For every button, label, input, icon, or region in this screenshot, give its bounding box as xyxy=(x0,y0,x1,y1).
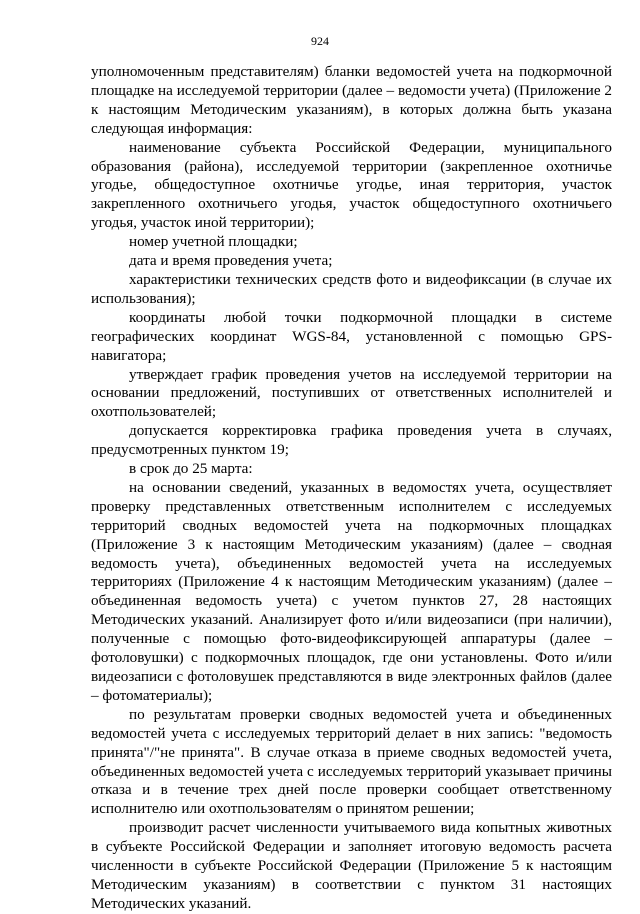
paragraph: номер учетной площадки; xyxy=(129,233,298,251)
paragraph: допускается корректировка графика проведения учета в случаях, предусмотренных пунктом 19; xyxy=(91,422,612,459)
paragraph: координаты любой точки подкормочной площадки в системе географических координат WGS-84, установленной с помощью GPS-навигатора; xyxy=(91,308,612,364)
paragraph: наименование субъекта Российской Федерации, муниципального образования (района), исследуемой территории (закрепленное охотничье угодье, общедоступное охотничье угодье, иная территория, участок закрепленного охотничьего угодья, участок общедоступного охотничьего угодья, участок иной территории); xyxy=(91,138,612,232)
page-number: 924 xyxy=(311,34,329,48)
paragraph: в срок до 25 марта: xyxy=(129,460,253,478)
paragraph: уполномоченным представителям) бланки ведомостей учета на подкормочной площадке на исследуемой территории (далее – ведомости учета) (Приложение 2 к настоящим Методическим указаниям), в которых должна быть указана следующая информация: xyxy=(91,63,612,137)
paragraph: дата и время проведения учета; xyxy=(129,252,333,270)
document-body xyxy=(91,63,612,914)
paragraph: характеристики технических средств фото и видеофиксации (в случае их использования); xyxy=(91,270,612,307)
paragraph: производит расчет численности учитываемого вида копытных животных в субъекте Российской Федерации и заполняет итоговую ведомость расчета численности в субъекте Российской Федерации (Приложение 5 к настоящим Методическим указаниям) в соответствии с пунктом 31 настоящих Методических указаний. xyxy=(91,819,612,912)
paragraph: утверждает график проведения учетов на исследуемой территории на основании предложений, поступивших от ответственных исполнителей и охотпользователей; xyxy=(91,365,612,421)
paragraph: на основании сведений, указанных в ведомостях учета, осуществляет проверку представленных ответственным исполнителем с исследуемых территорий сводных ведомостей учета на подкормочных площадках (Приложение 3 к настоящим Методическим указаниям) (далее – сводная ведомость учета), объединенных ведомостей учета на исследуемых территориях (Приложение 4 к настоящим Методическим указаниям) (далее – объединенная ведомость учета) с учетом пунктов 27, 28 настоящих Методических указаний. Анализирует фото и/или видеозаписи (при наличии), полученные с помощью фото-видеофиксирующей аппаратуры (далее – фотоловушки) с подкормочных площадок, где они установлены. Фото и/или видеозаписи с фотоловушек представляются в виде электронных файлов (далее – фотоматериалы); xyxy=(91,478,612,704)
paragraph: по результатам проверки сводных ведомостей учета и объединенных ведомостей учета с исследуемых территорий делает в них запись: "ведомость принята"/"не принята". В случае отказа в приеме сводных ведомостей учета, объединенных ведомостей учета с исследуемых территорий указывает причины отказа и в течение трех дней после проверки сообщает ответственному исполнителю или охотпользователям о принятом решении; xyxy=(91,705,612,818)
